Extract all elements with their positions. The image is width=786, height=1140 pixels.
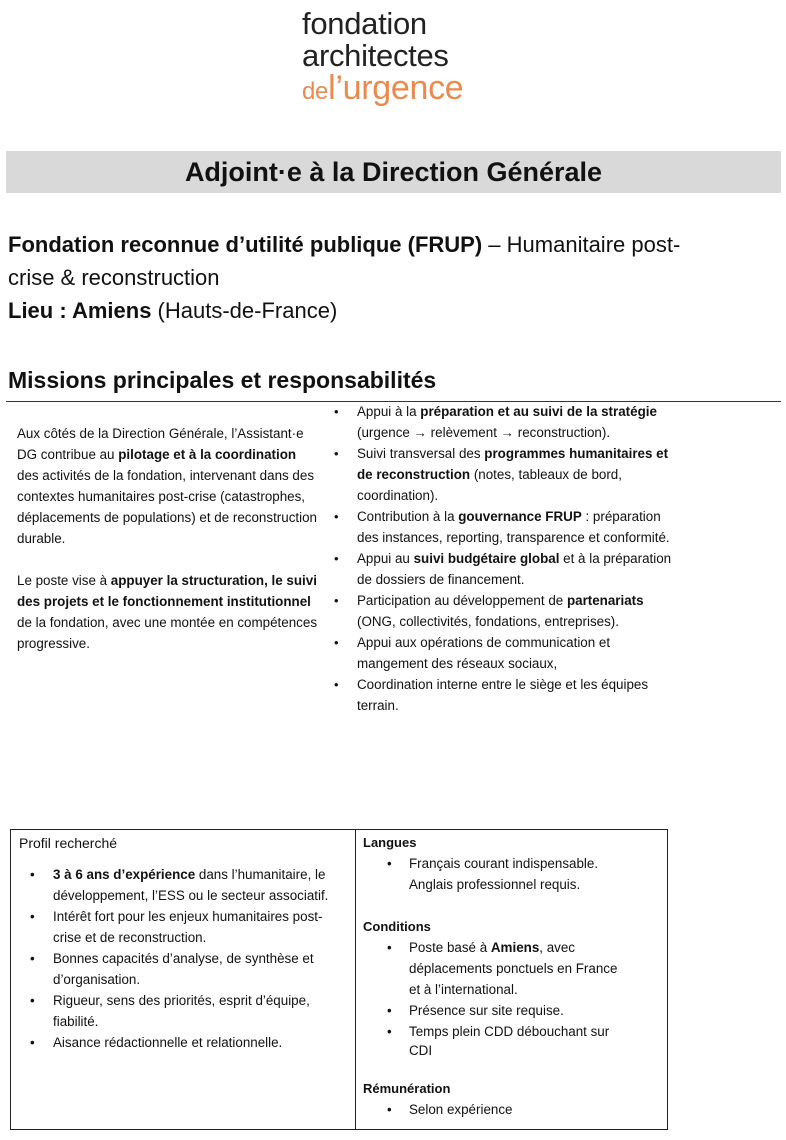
list-item — [333, 674, 673, 716]
remuneration-list — [363, 1099, 663, 1120]
conditions-list — [363, 937, 663, 958]
missions-heading: Missions principales et responsabilités — [8, 367, 437, 393]
spacer — [363, 1059, 663, 1078]
text-run-bold: Amiens — [490, 940, 540, 955]
table-divider — [355, 830, 356, 1129]
list-item — [19, 1032, 349, 1053]
text-run: (notes, tableaux de bord, coordination). — [357, 467, 622, 503]
text-run-bold: appuyer la structuration, le suivi des projets et le fonctionnement institutionnel — [17, 573, 317, 609]
list-item — [19, 990, 349, 1032]
langues-list — [363, 853, 663, 874]
list-item — [333, 590, 673, 632]
text-run: Participation au développement de — [357, 593, 567, 608]
text-run: Le poste vise à — [17, 573, 111, 588]
intro-block — [8, 228, 768, 327]
text-run: et à la préparation de dossiers de financement. — [357, 551, 672, 587]
text-run: Appui à la — [357, 404, 421, 419]
list-item: • Temps plein CDD débouchant sur — [363, 1021, 663, 1042]
remuneration-heading: Rémunération — [363, 1081, 451, 1096]
list-item — [363, 937, 663, 958]
text-run: Appui au — [357, 551, 414, 566]
logo-line-2: architectes — [302, 38, 449, 73]
text-run: de la fondation, avec une montée en compétences progressive. — [17, 615, 318, 651]
list-item-continuation: déplacements ponctuels en France — [409, 961, 618, 976]
text-run: Suivi transversal des — [357, 446, 485, 461]
missions-list — [333, 401, 673, 716]
org-name: Fondation reconnue d’utilité publique (FRUP) — [8, 232, 483, 257]
text-run: Rigueur, sens des priorités, esprit d’équipe, fiabilité. — [53, 993, 310, 1029]
conditions-list-2 — [363, 1000, 663, 1042]
text-run-bold: 3 à 6 ans d’expérience — [53, 867, 196, 882]
profile-table — [10, 829, 668, 1130]
profile-heading: Profil recherché — [19, 835, 118, 851]
list-item: • Présence sur site requise. — [363, 1000, 663, 1021]
org-line-1 — [8, 228, 768, 261]
text-run: , avec — [539, 940, 575, 955]
text-run: des activités de la fondation, intervenant dans des contextes humanitaires post-crise (catastrophes, déplacements de populations) et de reconstruction durable. — [17, 468, 317, 546]
text-run: Poste basé à — [409, 940, 491, 955]
missions-description — [17, 423, 317, 675]
list-item — [333, 401, 673, 443]
logo-urgence: l’urgence — [328, 69, 464, 107]
text-run: (urgence → relèvement → reconstruction). — [357, 425, 611, 440]
list-item — [19, 906, 349, 948]
text-run: Contribution à la — [357, 509, 459, 524]
text-run: Aisance rédactionnelle et relationnelle. — [53, 1035, 283, 1050]
location-region: (Hauts-de-France) — [151, 298, 338, 323]
foundation-logo — [302, 8, 463, 108]
conditions-heading: Conditions — [363, 919, 431, 934]
text-run-bold: suivi budgétaire global — [413, 551, 560, 566]
text-run: (ONG, collectivités, fondations, entreprises). — [357, 614, 619, 629]
text-run-bold: programmes humanitaires et de reconstruction — [357, 446, 669, 482]
page-title: Adjoint·e à la Direction Générale — [184, 157, 603, 187]
text-run: dans l’humanitaire, le développement, l’ESS ou le secteur associatif. — [53, 867, 329, 903]
list-item-continuation: CDI — [409, 1043, 433, 1058]
list-item — [333, 632, 673, 674]
list-item — [19, 864, 349, 906]
langues-heading: Langues — [363, 835, 417, 850]
list-item: • Selon expérience — [363, 1099, 663, 1120]
list-item — [333, 506, 673, 548]
missions-paragraph-2 — [17, 570, 317, 654]
list-item-continuation: Anglais professionnel requis. — [409, 877, 581, 892]
conditions-column — [363, 832, 663, 1120]
list-item — [333, 443, 673, 506]
text-run: Aux côtés de la Direction Générale, l’Assistant·e DG contribue au — [17, 426, 304, 462]
text-run: Bonnes capacités d’analyse, de synthèse et d’organisation. — [53, 951, 314, 987]
profile-list — [19, 864, 349, 1053]
location-line — [8, 294, 768, 327]
org-sector-1: – Humanitaire post- — [482, 232, 681, 257]
missions-paragraph-1 — [17, 423, 317, 549]
profile-column — [19, 833, 349, 1053]
text-run-bold: partenariats — [566, 593, 644, 608]
text-run: : préparation des instances, reporting, transparence et conformité. — [357, 509, 670, 545]
location-label: Lieu : Amiens — [8, 298, 152, 323]
logo-line-3 — [302, 69, 464, 108]
text-run-bold: préparation et au suivi de la stratégie — [420, 404, 657, 419]
logo-de: de — [302, 78, 329, 105]
spacer — [363, 895, 663, 916]
title-bar — [6, 151, 781, 193]
org-sector-2: crise & reconstruction — [8, 265, 220, 290]
text-run: Intérêt fort pour les enjeux humanitaires post-crise et de reconstruction. — [53, 909, 323, 945]
list-item: • Français courant indispensable. — [363, 853, 663, 874]
logo-line-1: fondation — [302, 6, 427, 41]
text-run-bold: pilotage et à la coordination — [118, 447, 297, 462]
list-item-continuation: et à l’international. — [409, 982, 518, 997]
text-run: Appui aux opérations de communication et mangement des réseaux sociaux, — [357, 635, 611, 671]
text-run-bold: gouvernance FRUP — [458, 509, 582, 524]
list-item — [333, 548, 673, 590]
text-run: Coordination interne entre le siège et les équipes terrain. — [357, 677, 649, 713]
list-item — [19, 948, 349, 990]
